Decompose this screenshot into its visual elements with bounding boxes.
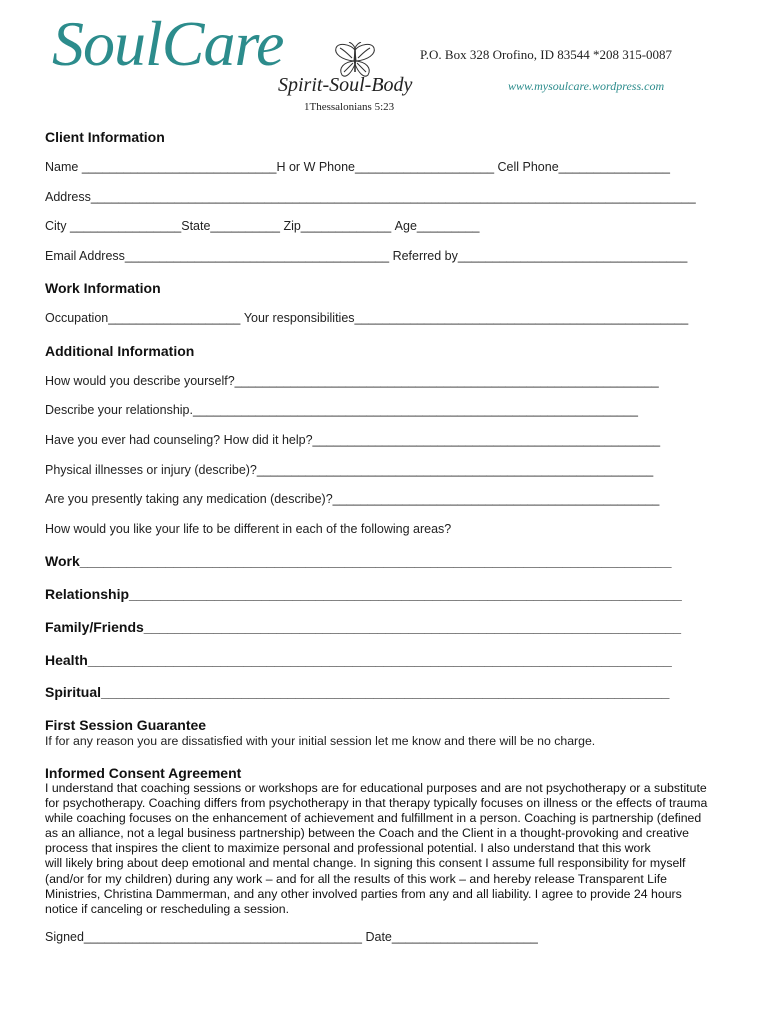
signature-row xyxy=(45,930,538,944)
client-row-city xyxy=(45,219,479,233)
referred-by-field[interactable]: Referred by_________________________________ xyxy=(392,249,688,263)
area-spiritual-field[interactable]: Spiritual_________________________________________________________________________ xyxy=(45,684,670,700)
consent-line: while coaching focuses on the enhancement of achievement and fulfillment in a person. Coaching is partnership (defined xyxy=(45,811,702,826)
zip-field[interactable]: Zip_____________ xyxy=(283,219,392,233)
additional-info-heading: Additional Information xyxy=(45,343,195,359)
client-row-email xyxy=(45,249,687,263)
area-work-field[interactable]: Work____________________________________________________________________________ xyxy=(45,553,672,569)
illness-field[interactable]: Physical illnesses or injury (describe)?_________________________________________________________ xyxy=(45,463,654,477)
consent-line: as an alliance, not a legal business partnership) between the Coach and the Client in a thought-provoking and creative xyxy=(45,826,689,841)
consent-line: process that inspires the client to maximize personal and professional potential. I also understand that this work xyxy=(45,841,651,856)
counseling-field[interactable]: Have you ever had counseling? How did it help?__________________________________________________ xyxy=(45,433,661,447)
consent-line: Ministries, Christina Dammerman, and any other involved parties from any and all liability. I agree to provide 24 hours xyxy=(45,886,682,901)
signed-field[interactable]: Signed________________________________________ xyxy=(45,930,362,944)
relationship-field[interactable]: Describe your relationship.________________________________________________________________ xyxy=(45,403,638,417)
cell-phone-field[interactable]: Cell Phone________________ xyxy=(497,160,670,174)
client-row-name xyxy=(45,160,670,174)
city-field[interactable]: City ________________ xyxy=(45,219,182,233)
work-info-heading: Work Information xyxy=(45,280,161,296)
consent-line: will likely bring about deep emotional and mental change. In signing this consent I assume full responsibility for myself xyxy=(45,856,686,871)
client-info-heading: Client Information xyxy=(45,129,165,145)
consent-paragraph xyxy=(45,781,735,917)
date-field[interactable]: Date_____________________ xyxy=(365,930,538,944)
logo-tagline: Spirit-Soul-Body xyxy=(278,74,413,96)
area-health-field[interactable]: Health___________________________________________________________________________ xyxy=(45,652,672,668)
life-areas-question: How would you like your life to be different in each of the following areas? xyxy=(45,522,452,536)
area-relationship-field[interactable]: Relationship_______________________________________________________________________ xyxy=(45,586,682,602)
home-work-phone-field[interactable]: H or W Phone____________________ xyxy=(276,160,495,174)
age-field[interactable]: Age_________ xyxy=(394,219,480,233)
work-row xyxy=(45,311,688,325)
contact-address: P.O. Box 328 Orofino, ID 83544 *208 315-0087 xyxy=(420,47,673,62)
describe-yourself-field[interactable]: How would you describe yourself?_____________________________________________________________ xyxy=(45,374,659,388)
consent-line: notice if canceling or rescheduling a session. xyxy=(45,901,290,916)
website-link[interactable]: www.mysoulcare.wordpress.com xyxy=(508,79,665,93)
name-field[interactable]: Name ____________________________ xyxy=(45,160,277,174)
email-field[interactable]: Email Address______________________________________ xyxy=(45,249,390,263)
consent-heading: Informed Consent Agreement xyxy=(45,765,242,781)
logo-wordmark: SoulCare xyxy=(52,8,284,79)
consent-line: I understand that coaching sessions or workshops are for educational purposes and are not psychotherapy or a substitute xyxy=(45,781,707,795)
guarantee-text: If for any reason you are dissatisfied with your initial session let me know and there will be no charge. xyxy=(45,734,596,748)
soulcare-logo xyxy=(52,8,413,120)
address-field[interactable]: Address_______________________________________________________________________________________ xyxy=(45,190,696,204)
guarantee-heading: First Session Guarantee xyxy=(45,717,207,733)
consent-line: for psychotherapy. Coaching differs from psychotherapy in that therapy typically focuses on illness or the effects of trauma xyxy=(45,796,708,811)
occupation-field[interactable]: Occupation___________________ xyxy=(45,311,241,325)
logo-verse: 1Thessalonians 5:23 xyxy=(304,101,395,113)
area-family-friends-field[interactable]: Family/Friends_____________________________________________________________________ xyxy=(45,619,682,635)
responsibilities-field[interactable]: Your responsibilities________________________________________________ xyxy=(243,311,689,325)
state-field[interactable]: State__________ xyxy=(181,219,280,233)
consent-line: (and/or for my children) during any work – and for all the results of this work – and hereby release Transparent Life xyxy=(45,871,667,886)
medication-field[interactable]: Are you presently taking any medication (describe)?_______________________________________________ xyxy=(45,492,660,506)
